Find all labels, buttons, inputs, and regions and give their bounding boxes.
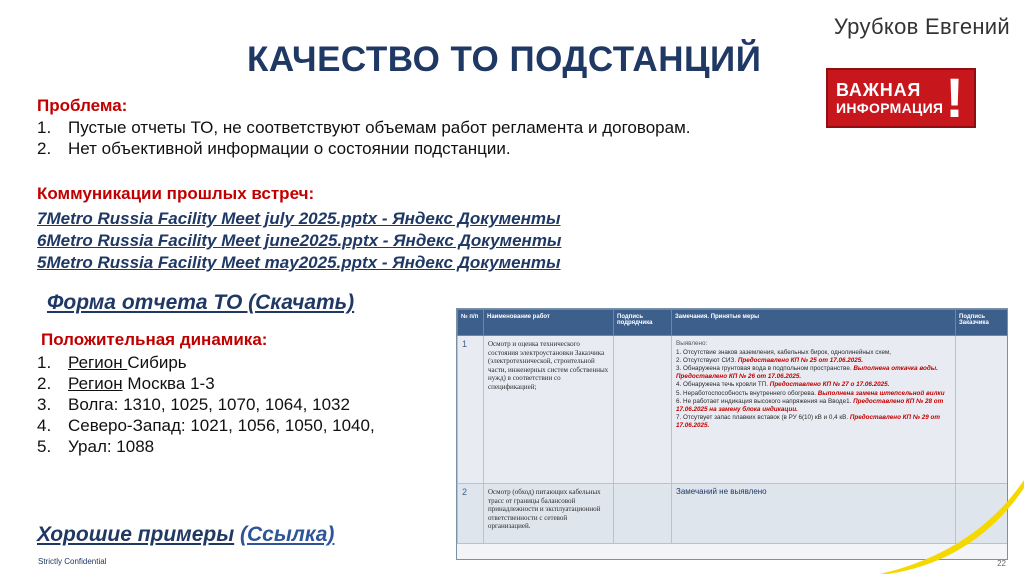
badge-line-1: ВАЖНАЯ (836, 79, 922, 100)
column-header: Подпись подрядчика (614, 310, 672, 336)
report-form-download-link[interactable]: Форма отчета ТО (Скачать) (47, 291, 355, 314)
list-item: 3. Волга: 1310, 1025, 1070, 1064, 1032 (37, 395, 350, 414)
row-number: 1 (458, 336, 484, 484)
remarks-cell: Выявлено: 1. Отсутствие знаков заземления, кабельных бирок, однолинейных схем, 2. Отсутствуют СИЗ. Предоставлено КП № 25 от 17.06.2025. 3. Обнаружена грунтовая вода в подпольном пространстве. Выполнена откачка воды. Предоставлено КП № 26 от 17.06.2025. 4. Обнаружена течь кровли ТП. Предоставлено КП № 27 о 17.06.2025. 5. Неработоспособность внутреннего обогрева. Выполнена замена штепсельной вилки 6. Не работает индикация высокого напряжения на Вводе1. Предоставлено КП № 28 от 17.06.2025 на замену блока индикации. 7. Отсутвует запас плавких вставок (в РУ 6(10) кВ и 0,4 кВ. Предоставлено КП № 29 от 17.06.2025. (672, 336, 956, 484)
list-item: 4. Северо-Запад: 1021, 1056, 1050, 1040, (37, 416, 375, 435)
dynamics-heading: Положительная динамика: (41, 330, 268, 349)
dynamics-list (37, 352, 457, 457)
column-header: Замечания. Принятые меры (672, 310, 956, 336)
list-item: 5. Урал: 1088 (37, 437, 155, 456)
slide-title: КАЧЕСТВО ТО ПОДСТАНЦИЙ (247, 40, 762, 79)
problem-list (37, 117, 827, 159)
list-item: 2. Регион Москва 1-3 (37, 374, 215, 393)
column-header: Подпись Заказчика (956, 310, 1009, 336)
meeting-link-june[interactable]: 6Metro Russia Facility Meet june2025.pptx - Яндекс Документы (37, 231, 562, 250)
work-description: Осмотр и оценка технического состояния электроустановки Заказчика (электротехнической, строительной части, инженерных систем собственных нужд) в соответствии со спецификацией; (484, 336, 614, 484)
list-item: 1. Пустые отчеты ТО, не соответствуют объемам работ регламента и договорам. (37, 118, 691, 137)
confidential-label: Strictly Confidential (38, 557, 107, 566)
author-name: Урубков Евгений (833, 14, 1010, 39)
good-examples (37, 523, 334, 547)
contractor-signature-cell (614, 336, 672, 484)
row-number: 2 (458, 484, 484, 544)
good-examples-label: Хорошие примеры (37, 523, 235, 546)
remarks-cell: Замечаний не выявлено (672, 484, 956, 544)
column-header: № п/п (458, 310, 484, 336)
badge-line-2: ИНФОРМАЦИЯ (836, 99, 944, 116)
customer-signature-cell (956, 336, 1009, 484)
region-link-siberia[interactable]: Регион (68, 353, 128, 372)
important-info-badge (826, 68, 976, 128)
contractor-signature-cell (614, 484, 672, 544)
problem-heading: Проблема: (37, 96, 128, 115)
region-link-moscow[interactable]: Регион (68, 374, 123, 393)
exclamation-icon: ! (945, 66, 964, 129)
good-examples-link[interactable]: (Ссылка) (240, 523, 335, 546)
work-description: Осмотр (обход) питающих кабельных трасс от границы балансовой принадлежности и эксплуатационной ответственности с сетевой организацией. (484, 484, 614, 544)
page-number: 22 (997, 559, 1006, 568)
table-header-row (458, 310, 1009, 336)
table-row (458, 336, 1009, 484)
communications-heading: Коммуникации прошлых встреч: (37, 184, 315, 203)
meeting-link-may[interactable]: 5Metro Russia Facility Meet may2025.pptx - Яндекс Документы (37, 253, 561, 272)
list-item: 2. Нет объективной информации о состоянии подстанции. (37, 139, 511, 158)
meeting-links (37, 208, 561, 274)
list-item: 1. Регион Сибирь (37, 353, 187, 372)
meeting-link-july[interactable]: 7Metro Russia Facility Meet july 2025.pptx - Яндекс Документы (37, 209, 561, 228)
column-header: Наименование работ (484, 310, 614, 336)
